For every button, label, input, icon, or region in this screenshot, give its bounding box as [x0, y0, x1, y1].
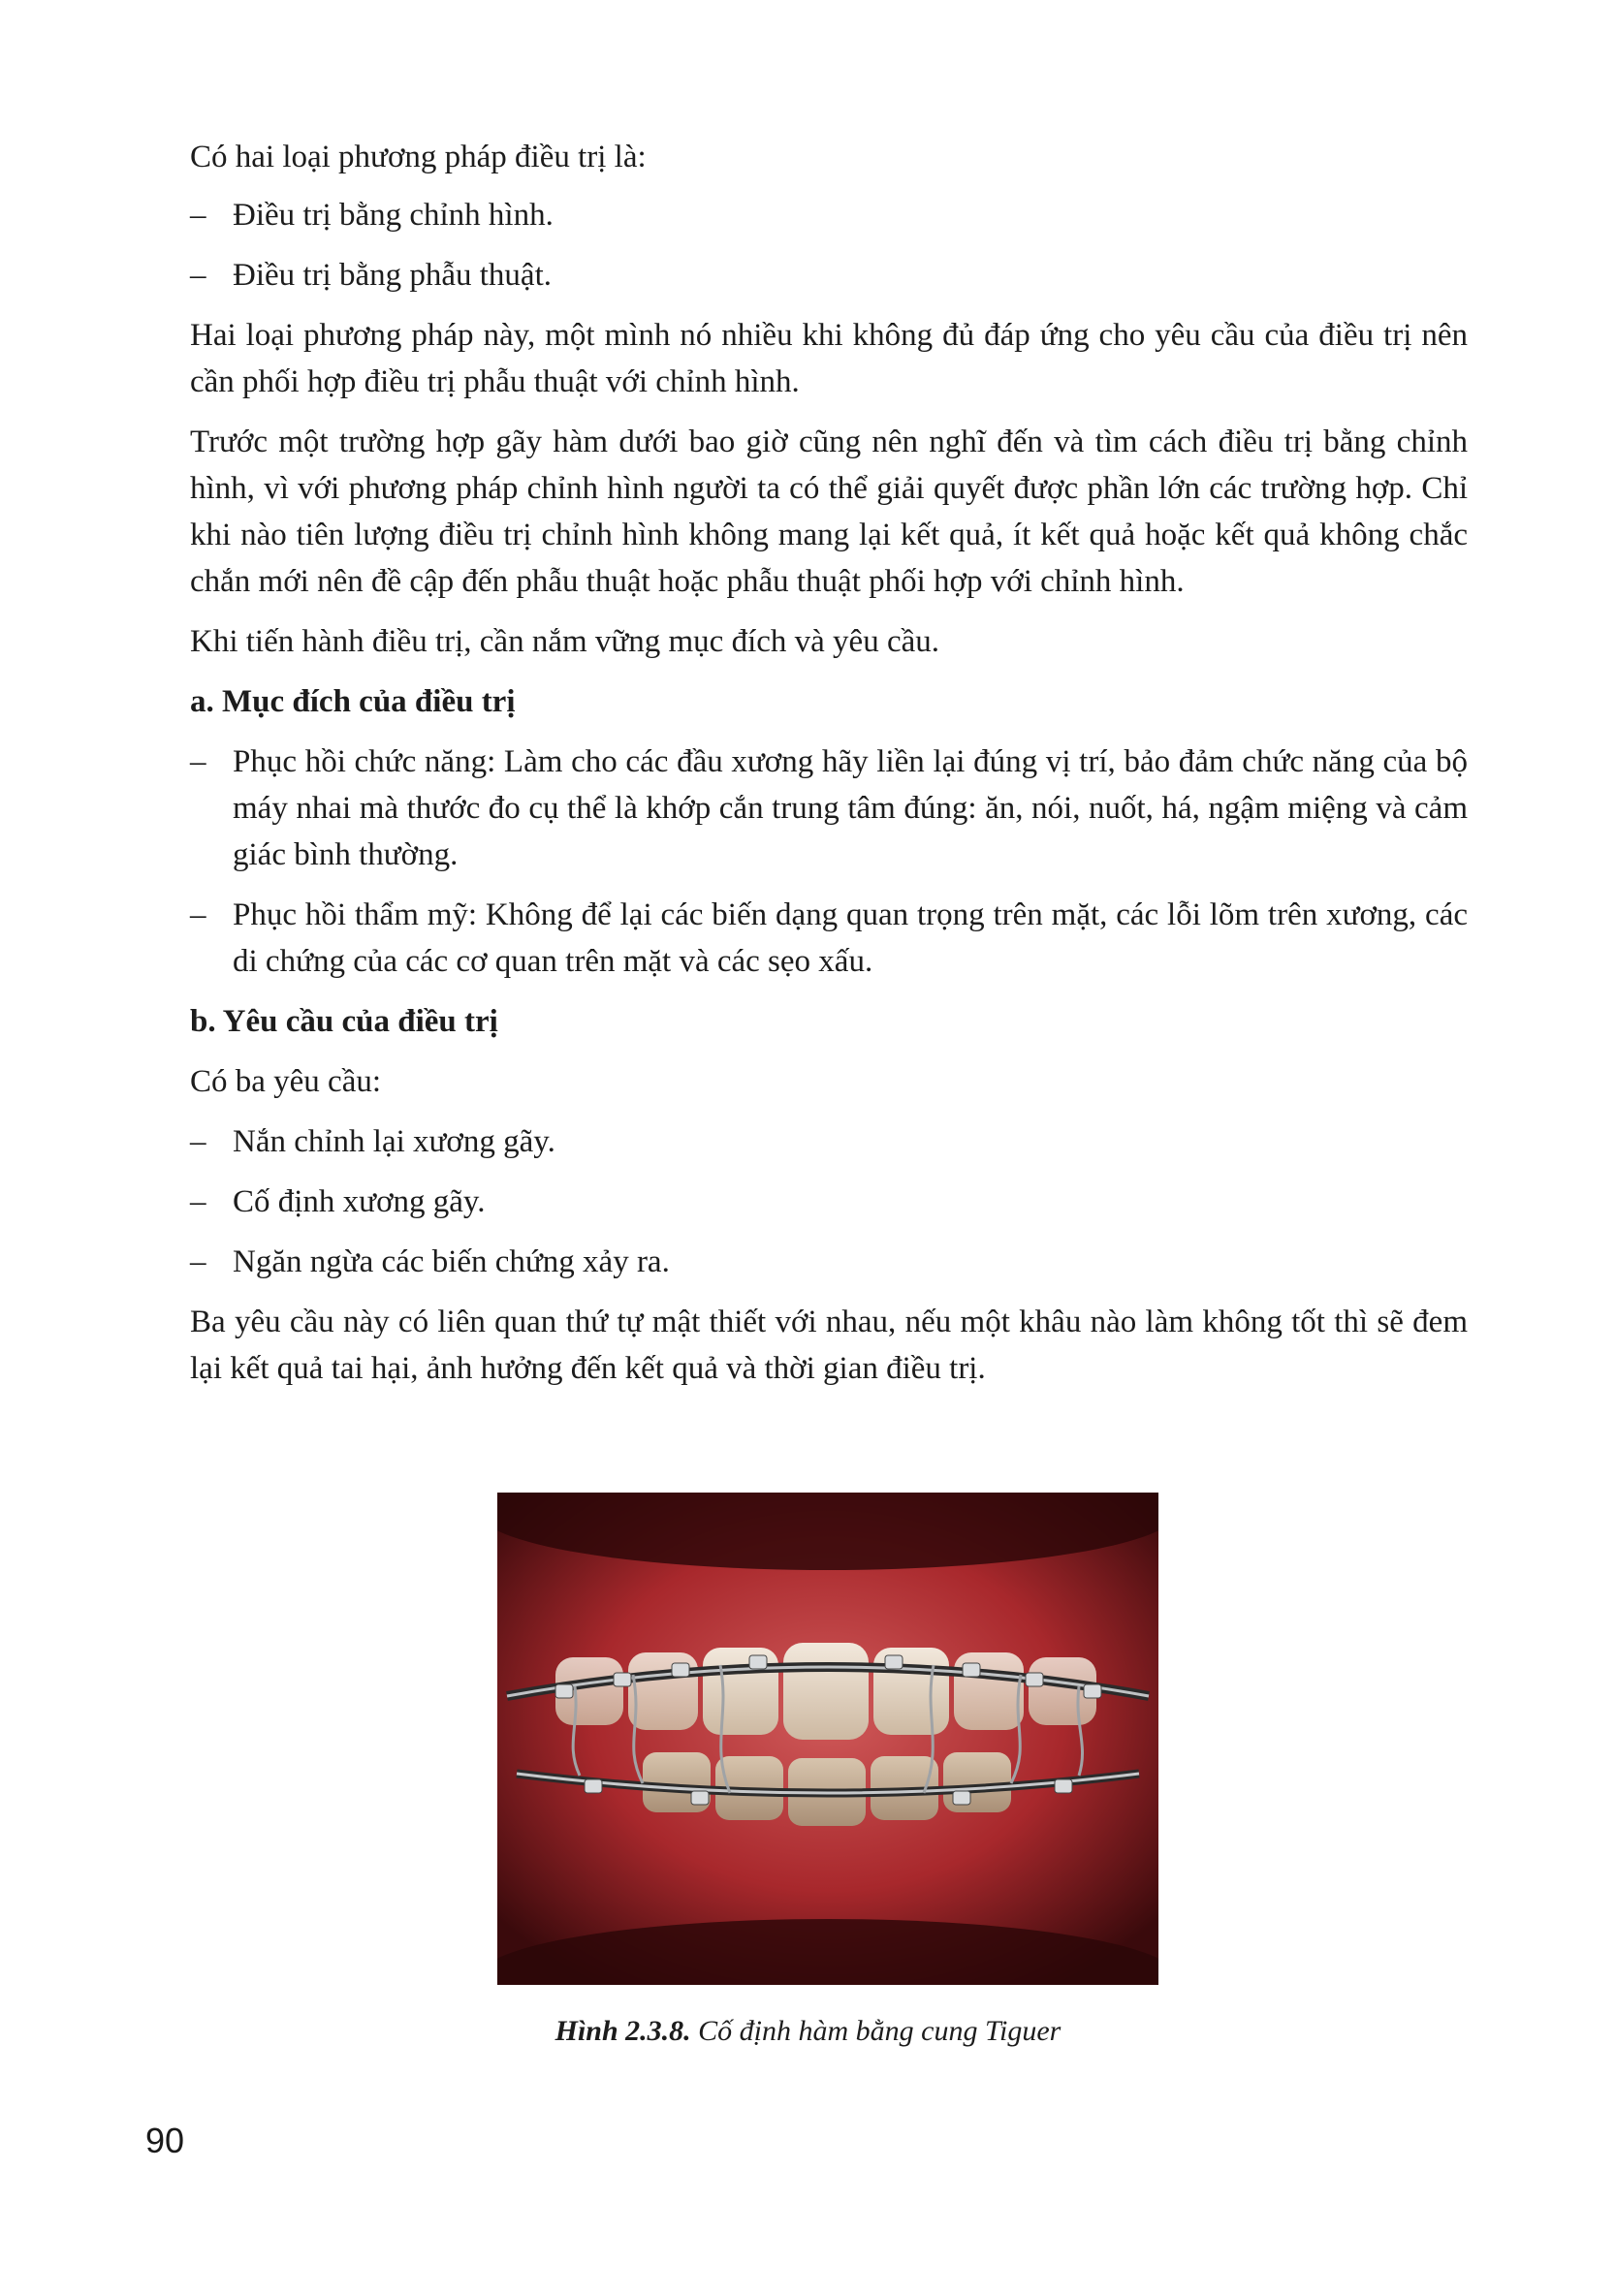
method-item-text: Điều trị bằng phẫu thuật.	[233, 258, 553, 293]
requirement-item	[190, 1118, 1468, 1165]
dash-bullet: –	[190, 744, 206, 779]
requirement-item	[190, 1179, 1468, 1225]
figure-number: Hình 2.3.8.	[555, 2015, 691, 2047]
dash-bullet: –	[190, 1124, 206, 1159]
requirement-item-text: Nắn chỉnh lại xương gãy.	[233, 1124, 555, 1159]
page-body	[190, 134, 1468, 1405]
method-item-text: Điều trị bằng chỉnh hình.	[233, 198, 554, 233]
purpose-item	[190, 739, 1468, 878]
page-number: 90	[145, 2121, 185, 2160]
paragraph-orthopedic-preference: Trước một trường hợp gãy hàm dưới bao giờ cũng nên nghĩ đến và tìm cách điều trị bằng chỉnh hình, vì với phương pháp chỉnh hình người ta có thể giải quyết được phần lớn các trường hợp. Chỉ khi nào tiên lượng điều trị chỉnh hình không mang lại kết quả, ít kết quả hoặc kết quả không chắc chắn mới nên đề cập đến phẫu thuật hoặc phẫu thuật phối hợp với chỉnh hình.	[190, 425, 1468, 599]
figure-caption	[0, 2012, 1616, 2051]
dash-bullet: –	[190, 1184, 206, 1219]
purpose-item-text: Phục hồi chức năng: Làm cho các đầu xương hãy liền lại đúng vị trí, bảo đảm chức năng của bộ máy nhai mà thước đo cụ thể là khớp cắn trung tâm đúng: ăn, nói, nuốt, há, ngậm miệng và cảm giác bình thường.	[233, 744, 1468, 872]
method-item	[190, 252, 1468, 299]
figure-caption-text: Cố định hàm bằng cung Tiguer	[690, 2015, 1061, 2047]
section-b-heading: b. Yêu cầu của điều trị	[190, 1004, 498, 1039]
requirement-item	[190, 1239, 1468, 1285]
dash-bullet: –	[190, 258, 206, 293]
purpose-item	[190, 892, 1468, 985]
method-item	[190, 192, 1468, 238]
intro-text: Có hai loại phương pháp điều trị là:	[190, 140, 647, 174]
paragraph-purpose-requirements: Khi tiến hành điều trị, cần nắm vững mục đích và yêu cầu.	[190, 624, 939, 659]
dash-bullet: –	[190, 198, 206, 233]
dash-bullet: –	[190, 1244, 206, 1279]
section-a-heading: a. Mục đích của điều trị	[190, 684, 516, 719]
paragraph-combined-treatment: Hai loại phương pháp này, một mình nó nhiều khi không đủ đáp ứng cho yêu cầu của điều trị nên cần phối hợp điều trị phẫu thuật với chỉnh hình.	[190, 318, 1468, 399]
section-b-closing: Ba yêu cầu này có liên quan thứ tự mật thiết với nhau, nếu một khâu nào làm không tốt thì sẽ đem lại kết quả tai hại, ảnh hưởng đến kết quả và thời gian điều trị.	[190, 1305, 1468, 1386]
dash-bullet: –	[190, 897, 206, 932]
requirement-item-text: Cố định xương gãy.	[233, 1184, 486, 1219]
dental-photo-illustration	[497, 1493, 1158, 1985]
section-b-intro: Có ba yêu cầu:	[190, 1064, 382, 1099]
requirement-item-text: Ngăn ngừa các biến chứng xảy ra.	[233, 1244, 670, 1279]
figure-dental-arch-bar-photo	[497, 1493, 1158, 1985]
purpose-item-text: Phục hồi thẩm mỹ: Không để lại các biến dạng quan trọng trên mặt, các lỗi lõm trên xương, các di chứng của các cơ quan trên mặt và các sẹo xấu.	[233, 897, 1468, 979]
